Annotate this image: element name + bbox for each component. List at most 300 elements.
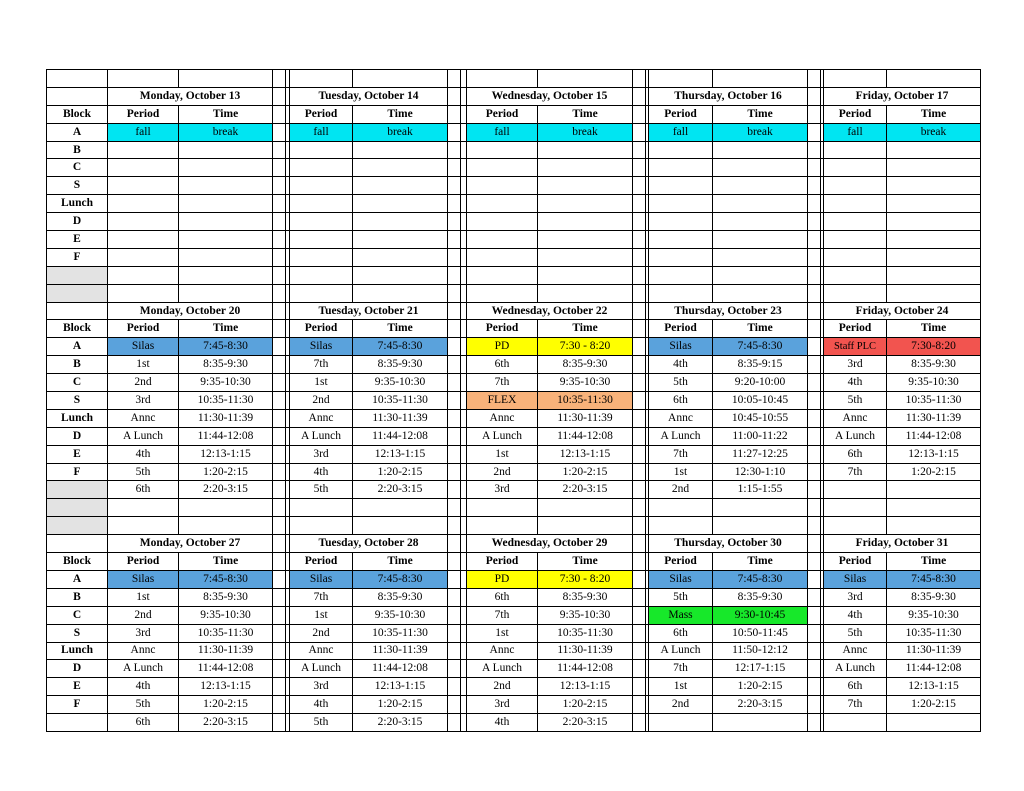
time-cell: 10:35-11:30	[179, 392, 273, 410]
table-row	[47, 159, 981, 177]
block-label: C	[47, 159, 108, 177]
block-label: S	[47, 624, 108, 642]
gap-cell	[448, 409, 461, 427]
time-cell: 9:35-10:30	[887, 374, 981, 392]
period-cell: 1st	[467, 445, 538, 463]
table-row	[47, 177, 981, 195]
time-cell	[887, 284, 981, 302]
table-row	[47, 606, 981, 624]
gap-cell	[633, 427, 646, 445]
gap-cell	[273, 588, 286, 606]
period-cell: 6th	[467, 356, 538, 374]
period-header: Period	[649, 553, 713, 571]
gap-cell	[808, 606, 821, 624]
day-title: Thursday, October 30	[649, 535, 808, 553]
time-cell: 8:35-9:30	[713, 588, 808, 606]
time-cell	[713, 284, 808, 302]
period-cell	[824, 141, 887, 159]
gap-cell	[633, 409, 646, 427]
block-header: Block	[47, 553, 108, 571]
time-cell: 8:35-9:30	[179, 356, 273, 374]
period-cell: A Lunch	[108, 427, 179, 445]
period-cell: 7th	[290, 356, 353, 374]
period-cell: fall	[290, 123, 353, 141]
time-cell	[179, 231, 273, 249]
table-row	[47, 195, 981, 213]
block-label: D	[47, 660, 108, 678]
period-cell	[108, 284, 179, 302]
day-title: Monday, October 13	[108, 87, 273, 105]
period-cell	[290, 266, 353, 284]
gap-cell	[808, 284, 821, 302]
gap-cell	[273, 141, 286, 159]
time-cell: 10:35-11:30	[179, 624, 273, 642]
period-cell: PD	[467, 338, 538, 356]
time-header: Time	[887, 320, 981, 338]
table-row	[47, 248, 981, 266]
period-cell: Annc	[467, 642, 538, 660]
gap-cell	[633, 123, 646, 141]
time-cell: 10:35-11:30	[887, 624, 981, 642]
period-cell: 1st	[467, 624, 538, 642]
gap-cell	[448, 141, 461, 159]
time-cell: 7:45-8:30	[179, 570, 273, 588]
period-cell: A Lunch	[649, 427, 713, 445]
period-cell	[290, 141, 353, 159]
time-cell	[353, 195, 448, 213]
corner-cell	[47, 87, 108, 105]
gap-cell	[808, 445, 821, 463]
period-cell: Annc	[649, 409, 713, 427]
gap-cell	[273, 123, 286, 141]
period-cell: Silas	[290, 338, 353, 356]
time-cell: 9:30-10:45	[713, 606, 808, 624]
table-row	[47, 392, 981, 410]
period-cell: 5th	[108, 696, 179, 714]
gap-cell	[273, 248, 286, 266]
gap-cell	[808, 338, 821, 356]
period-cell	[108, 195, 179, 213]
time-header: Time	[538, 320, 633, 338]
period-cell: 4th	[290, 463, 353, 481]
gap-cell	[448, 356, 461, 374]
time-cell	[353, 499, 448, 517]
period-cell: 5th	[108, 463, 179, 481]
period-cell: PD	[467, 570, 538, 588]
period-cell	[467, 266, 538, 284]
gap-cell	[448, 517, 461, 535]
period-cell: 1st	[108, 588, 179, 606]
gap-cell	[273, 87, 286, 105]
gap-cell	[273, 356, 286, 374]
period-cell: 2nd	[467, 463, 538, 481]
period-header: Period	[649, 320, 713, 338]
gap-cell	[448, 660, 461, 678]
time-cell	[179, 266, 273, 284]
table-row	[47, 123, 981, 141]
day-title: Wednesday, October 15	[467, 87, 633, 105]
block-header: Block	[47, 320, 108, 338]
block-header: Block	[47, 105, 108, 123]
time-cell: 12:13-1:15	[538, 445, 633, 463]
time-cell: 8:35-9:30	[887, 356, 981, 374]
time-cell: 1:20-2:15	[538, 463, 633, 481]
time-cell: 8:35-9:15	[713, 356, 808, 374]
time-cell	[538, 195, 633, 213]
time-cell: 7:45-8:30	[179, 338, 273, 356]
gap-cell	[448, 70, 461, 88]
table-row	[47, 356, 981, 374]
gap-cell	[273, 463, 286, 481]
day-title: Tuesday, October 28	[290, 535, 448, 553]
time-cell	[887, 499, 981, 517]
time-cell: 1:15-1:55	[713, 481, 808, 499]
period-cell: 7th	[467, 374, 538, 392]
gap-cell	[448, 374, 461, 392]
period-cell	[649, 248, 713, 266]
time-cell	[538, 517, 633, 535]
period-cell: 3rd	[290, 678, 353, 696]
gap-cell	[448, 570, 461, 588]
time-cell	[353, 177, 448, 195]
period-cell: A Lunch	[649, 642, 713, 660]
period-cell: 7th	[649, 445, 713, 463]
period-cell: Annc	[824, 409, 887, 427]
period-cell	[108, 248, 179, 266]
period-cell: 3rd	[467, 696, 538, 714]
time-cell: 7:45-8:30	[713, 570, 808, 588]
gap-cell	[448, 606, 461, 624]
period-cell: 2nd	[290, 392, 353, 410]
table-row	[47, 696, 981, 714]
gap-cell	[273, 517, 286, 535]
block-label: Lunch	[47, 409, 108, 427]
gap-cell	[808, 517, 821, 535]
time-cell: 11:30-11:39	[538, 642, 633, 660]
gap-cell	[808, 374, 821, 392]
time-cell: 8:35-9:30	[887, 588, 981, 606]
period-cell: A Lunch	[108, 660, 179, 678]
gap-cell	[808, 553, 821, 571]
time-cell: 7:45-8:30	[353, 338, 448, 356]
day-title: Friday, October 31	[824, 535, 981, 553]
time-cell: 2:20-3:15	[713, 696, 808, 714]
gap-cell	[448, 463, 461, 481]
gap-cell	[448, 177, 461, 195]
period-cell: Annc	[290, 642, 353, 660]
period-cell	[824, 231, 887, 249]
period-cell: 2nd	[467, 678, 538, 696]
day-title: Thursday, October 16	[649, 87, 808, 105]
gap-cell	[448, 553, 461, 571]
spacer-cell	[47, 70, 108, 88]
period-cell: 4th	[824, 374, 887, 392]
period-cell: 6th	[108, 481, 179, 499]
block-label: F	[47, 463, 108, 481]
time-cell: 10:05-10:45	[713, 392, 808, 410]
time-cell	[713, 195, 808, 213]
day-title: Wednesday, October 29	[467, 535, 633, 553]
gap-cell	[633, 445, 646, 463]
time-cell: 1:20-2:15	[538, 696, 633, 714]
gap-cell	[633, 266, 646, 284]
gap-cell	[273, 714, 286, 732]
period-header: Period	[467, 320, 538, 338]
period-cell: 3rd	[467, 481, 538, 499]
gap-cell	[273, 70, 286, 88]
period-cell: Silas	[649, 570, 713, 588]
period-cell	[290, 213, 353, 231]
period-cell	[649, 195, 713, 213]
block-label: A	[47, 338, 108, 356]
time-cell: 1:20-2:15	[713, 678, 808, 696]
period-cell	[467, 231, 538, 249]
gap-cell	[448, 159, 461, 177]
gap-cell	[808, 678, 821, 696]
period-cell	[467, 195, 538, 213]
gap-cell	[448, 642, 461, 660]
block-label: B	[47, 141, 108, 159]
period-header: Period	[824, 553, 887, 571]
period-cell: Annc	[824, 642, 887, 660]
time-cell	[538, 499, 633, 517]
period-cell: 3rd	[108, 392, 179, 410]
gap-cell	[808, 409, 821, 427]
spacer-cell	[108, 70, 179, 88]
period-cell: 3rd	[824, 356, 887, 374]
period-cell	[108, 213, 179, 231]
gap-cell	[633, 87, 646, 105]
time-header: Time	[179, 320, 273, 338]
time-cell: 10:35-11:30	[887, 392, 981, 410]
time-cell: 11:30-11:39	[538, 409, 633, 427]
gap-cell	[448, 213, 461, 231]
table-row	[47, 714, 981, 732]
block-label: D	[47, 427, 108, 445]
table-row	[47, 231, 981, 249]
time-header: Time	[538, 553, 633, 571]
period-cell	[467, 177, 538, 195]
table-row	[47, 463, 981, 481]
period-cell: 4th	[108, 445, 179, 463]
gap-cell	[633, 553, 646, 571]
corner-cell	[47, 535, 108, 553]
gap-cell	[273, 409, 286, 427]
gap-cell	[808, 213, 821, 231]
gap-cell	[633, 213, 646, 231]
time-cell	[713, 213, 808, 231]
period-header: Period	[824, 105, 887, 123]
time-cell	[713, 714, 808, 732]
gap-cell	[808, 624, 821, 642]
time-cell: 9:35-10:30	[887, 606, 981, 624]
period-cell	[649, 159, 713, 177]
block-label	[47, 517, 108, 535]
block-label	[47, 499, 108, 517]
period-cell: Silas	[108, 570, 179, 588]
period-cell	[290, 248, 353, 266]
gap-cell	[448, 123, 461, 141]
period-cell: fall	[824, 123, 887, 141]
period-cell: 2nd	[108, 374, 179, 392]
period-cell	[467, 499, 538, 517]
gap-cell	[273, 374, 286, 392]
time-cell	[353, 248, 448, 266]
time-cell: 9:35-10:30	[538, 606, 633, 624]
time-cell: 10:50-11:45	[713, 624, 808, 642]
gap-cell	[448, 678, 461, 696]
period-cell	[108, 266, 179, 284]
period-cell: 2nd	[649, 696, 713, 714]
period-cell: 1st	[290, 606, 353, 624]
time-cell	[179, 499, 273, 517]
gap-cell	[273, 159, 286, 177]
gap-cell	[448, 320, 461, 338]
time-cell	[179, 284, 273, 302]
gap-cell	[448, 714, 461, 732]
time-header: Time	[179, 105, 273, 123]
gap-cell	[448, 624, 461, 642]
period-cell	[824, 481, 887, 499]
period-cell	[824, 248, 887, 266]
gap-cell	[273, 445, 286, 463]
period-cell: 5th	[824, 624, 887, 642]
gap-cell	[633, 302, 646, 320]
period-cell	[290, 231, 353, 249]
period-cell: A Lunch	[290, 660, 353, 678]
gap-cell	[808, 123, 821, 141]
corner-cell	[47, 302, 108, 320]
gap-cell	[633, 588, 646, 606]
gap-cell	[448, 284, 461, 302]
gap-cell	[273, 624, 286, 642]
header-row	[47, 553, 981, 571]
period-cell: fall	[467, 123, 538, 141]
period-cell	[108, 141, 179, 159]
period-cell: 2nd	[649, 481, 713, 499]
time-cell	[353, 159, 448, 177]
gap-cell	[808, 159, 821, 177]
spacer-cell	[824, 70, 887, 88]
gap-cell	[633, 356, 646, 374]
period-cell: 2nd	[108, 606, 179, 624]
period-cell	[649, 213, 713, 231]
gap-cell	[633, 70, 646, 88]
period-cell: 5th	[290, 714, 353, 732]
time-header: Time	[887, 553, 981, 571]
period-cell: 3rd	[108, 624, 179, 642]
period-cell	[824, 499, 887, 517]
period-cell	[824, 177, 887, 195]
gap-cell	[448, 392, 461, 410]
gap-cell	[273, 606, 286, 624]
period-cell	[108, 231, 179, 249]
time-cell: 2:20-3:15	[179, 481, 273, 499]
time-cell: 11:00-11:22	[713, 427, 808, 445]
gap-cell	[273, 320, 286, 338]
gap-cell	[633, 159, 646, 177]
time-cell	[887, 517, 981, 535]
gap-cell	[808, 642, 821, 660]
period-cell: 6th	[649, 624, 713, 642]
gap-cell	[633, 374, 646, 392]
gap-cell	[808, 302, 821, 320]
time-cell: 11:44-12:08	[538, 427, 633, 445]
period-cell: 6th	[467, 588, 538, 606]
gap-cell	[808, 356, 821, 374]
block-label: F	[47, 248, 108, 266]
time-cell: 2:20-3:15	[538, 481, 633, 499]
time-cell: 11:44-12:08	[353, 660, 448, 678]
day-title: Friday, October 17	[824, 87, 981, 105]
gap-cell	[633, 248, 646, 266]
day-title: Tuesday, October 21	[290, 302, 448, 320]
time-header: Time	[353, 553, 448, 571]
period-cell: fall	[649, 123, 713, 141]
period-cell: A Lunch	[467, 427, 538, 445]
period-cell	[649, 499, 713, 517]
time-cell: 7:30 - 8:20	[538, 338, 633, 356]
period-cell: 3rd	[290, 445, 353, 463]
period-header: Period	[824, 320, 887, 338]
time-cell	[713, 141, 808, 159]
day-title: Monday, October 27	[108, 535, 273, 553]
gap-cell	[448, 266, 461, 284]
gap-cell	[633, 392, 646, 410]
time-cell: 11:30-11:39	[353, 409, 448, 427]
block-label: C	[47, 606, 108, 624]
table-row	[47, 266, 981, 284]
time-cell	[179, 177, 273, 195]
time-cell: 11:44-12:08	[887, 660, 981, 678]
period-cell: 1st	[290, 374, 353, 392]
period-header: Period	[290, 105, 353, 123]
block-label: Lunch	[47, 642, 108, 660]
table-row	[47, 427, 981, 445]
period-cell: 1st	[649, 463, 713, 481]
day-title: Friday, October 24	[824, 302, 981, 320]
period-cell: 7th	[824, 696, 887, 714]
gap-cell	[448, 535, 461, 553]
gap-cell	[273, 535, 286, 553]
day-title: Monday, October 20	[108, 302, 273, 320]
gap-cell	[633, 714, 646, 732]
period-cell: Mass	[649, 606, 713, 624]
time-cell: 11:30-11:39	[887, 409, 981, 427]
period-cell	[824, 284, 887, 302]
gap-cell	[633, 481, 646, 499]
time-cell	[713, 517, 808, 535]
gap-cell	[808, 481, 821, 499]
table-row	[47, 284, 981, 302]
gap-cell	[633, 338, 646, 356]
table-row	[47, 141, 981, 159]
gap-cell	[633, 606, 646, 624]
period-header: Period	[467, 553, 538, 571]
period-cell: Annc	[290, 409, 353, 427]
time-cell	[887, 159, 981, 177]
gap-cell	[448, 588, 461, 606]
table-row	[47, 624, 981, 642]
time-header: Time	[713, 320, 808, 338]
gap-cell	[633, 696, 646, 714]
period-cell: 7th	[649, 660, 713, 678]
gap-cell	[273, 266, 286, 284]
time-header: Time	[887, 105, 981, 123]
time-header: Time	[353, 320, 448, 338]
period-cell: A Lunch	[467, 660, 538, 678]
time-cell	[713, 248, 808, 266]
